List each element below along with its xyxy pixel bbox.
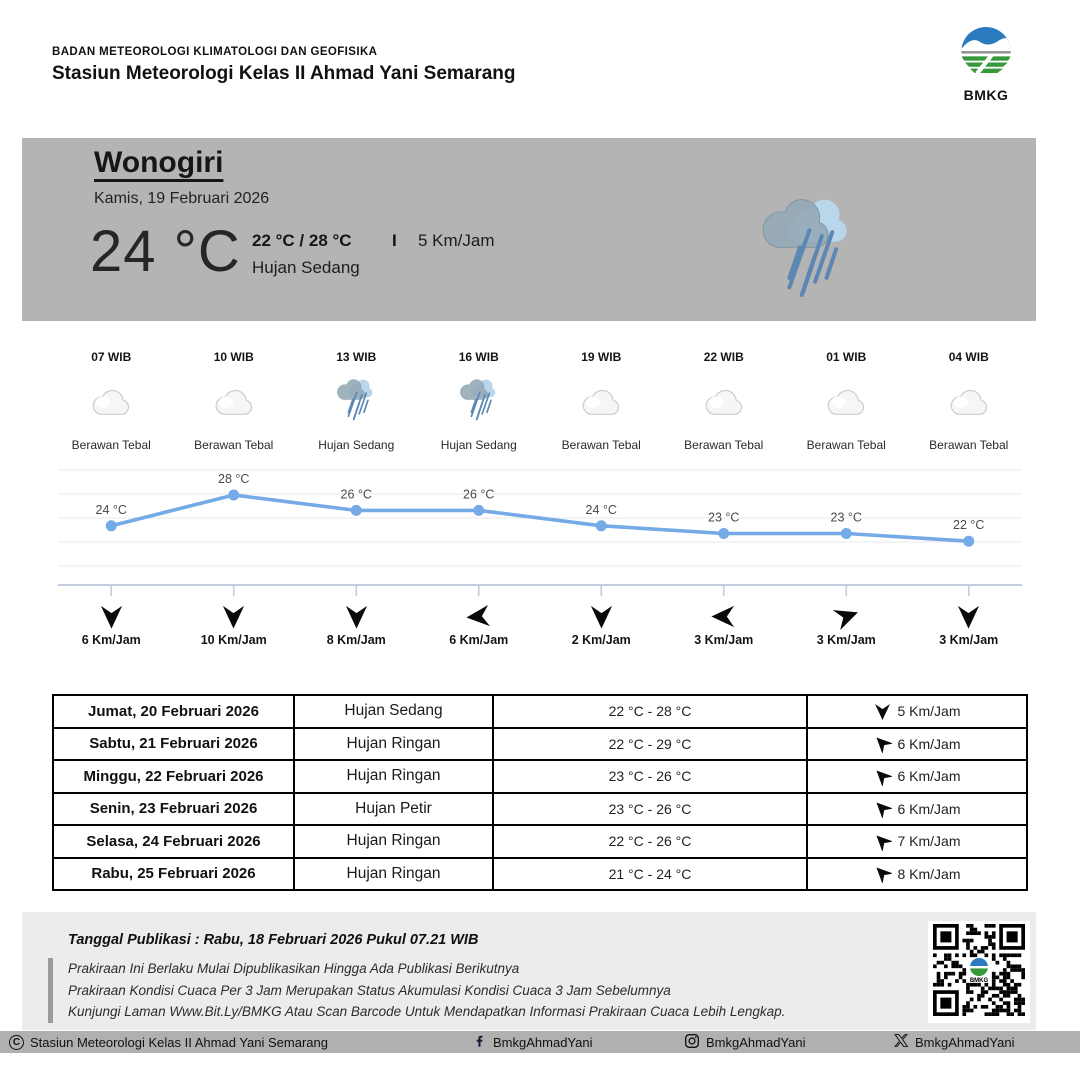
daily-wind-speed: 8 Km/Jam (897, 865, 961, 882)
current-card (22, 138, 1036, 321)
daily-condition: Hujan Sedang (295, 696, 494, 727)
daily-date: Senin, 23 Februari 2026 (54, 794, 295, 825)
daily-date: Jumat, 20 Februari 2026 (54, 696, 295, 727)
wind-cell (295, 598, 418, 647)
daily-temp-range: 21 °C - 24 °C (494, 859, 808, 890)
facebook-name: BmkgAhmadYani (493, 1034, 593, 1050)
wind-speed: 2 Km/Jam (571, 633, 631, 647)
wind-direction-icon (50, 598, 173, 630)
rain-icon (295, 376, 418, 428)
publication-date: Tanggal Publikasi : Rabu, 18 Februari 2026 Pukul 07.21 WIB (68, 932, 479, 948)
daily-temp-range: 23 °C - 26 °C (494, 761, 808, 792)
daily-wind-speed: 6 Km/Jam (897, 735, 961, 752)
wind-direction-icon (663, 598, 786, 630)
bmkg-logo (948, 26, 1024, 103)
header (52, 46, 516, 85)
daily-condition: Hujan Petir (295, 794, 494, 825)
hourly-cell (50, 350, 173, 452)
daily-wind-speed: 6 Km/Jam (897, 768, 961, 785)
wind-speed: 3 Km/Jam (816, 633, 876, 647)
hourly-forecast (50, 350, 1030, 452)
hourly-wind (50, 598, 1030, 647)
temperature-chart (50, 458, 1030, 598)
temp-range: 22 °C / 28 °C (252, 231, 352, 250)
table-row (54, 696, 1026, 729)
city-name: Wonogiri (94, 146, 224, 179)
hourly-time: 16 WIB (458, 350, 499, 364)
footer-note: Kunjungi Laman Www.Bit.Ly/BMKG Atau Scan Barcode Untuk Mendapatkan Informasi Prakiraan Cuaca Lebih Lengkap. (68, 1004, 786, 1020)
daily-condition: Hujan Ringan (295, 826, 494, 857)
separator: I (392, 231, 397, 250)
bmkg-logo-icon (957, 68, 1015, 85)
svg-text:23 °C: 23 °C (830, 510, 862, 525)
svg-text:22 °C: 22 °C (953, 518, 985, 533)
wind-direction-icon (295, 598, 418, 630)
hourly-condition: Berawan Tebal (806, 438, 886, 452)
footer (22, 912, 1036, 1030)
agency-name: BADAN METEOROLOGI KLIMATOLOGI DAN GEOFISIKA (52, 46, 378, 58)
hourly-time: 04 WIB (948, 350, 989, 364)
svg-text:26 °C: 26 °C (463, 487, 495, 502)
wind-speed: 6 Km/Jam (81, 633, 141, 647)
wind-cell (418, 598, 541, 647)
instagram-handle[interactable] (684, 1033, 894, 1052)
hourly-condition: Berawan Tebal (684, 438, 764, 452)
current-wind: 5 Km/Jam (418, 231, 495, 250)
wind-direction-icon (873, 832, 892, 851)
current-condition: Hujan Sedang (252, 258, 360, 277)
daily-wind (808, 859, 1026, 890)
daily-temp-range: 22 °C - 26 °C (494, 826, 808, 857)
daily-wind-speed: 7 Km/Jam (897, 833, 961, 850)
table-row (54, 826, 1026, 859)
svg-text:23 °C: 23 °C (708, 510, 740, 525)
current-temp: 24 °C (90, 219, 241, 284)
svg-text:24 °C: 24 °C (95, 502, 127, 517)
wind-speed: 8 Km/Jam (326, 633, 386, 647)
cloud-icon (663, 376, 786, 428)
wind-direction-icon (418, 598, 541, 630)
table-row (54, 729, 1026, 762)
hourly-condition: Berawan Tebal (561, 438, 641, 452)
wind-cell (540, 598, 663, 647)
x-icon (894, 1033, 909, 1051)
hourly-time: 01 WIB (826, 350, 867, 364)
hourly-cell (295, 350, 418, 452)
wind-speed: 6 Km/Jam (449, 633, 509, 647)
daily-temp-range: 23 °C - 26 °C (494, 794, 808, 825)
daily-condition: Hujan Ringan (295, 859, 494, 890)
qr-code (928, 921, 1030, 1023)
daily-date: Selasa, 24 Februari 2026 (54, 826, 295, 857)
current-detail (252, 231, 360, 278)
wind-direction-icon (873, 864, 892, 883)
current-date: Kamis, 19 Februari 2026 (94, 190, 270, 207)
daily-condition: Hujan Ringan (295, 761, 494, 792)
daily-date: Sabtu, 21 Februari 2026 (54, 729, 295, 760)
table-row (54, 794, 1026, 827)
hourly-cell (663, 350, 786, 452)
copyright-icon: C (9, 1035, 24, 1050)
daily-forecast-table (52, 694, 1028, 891)
daily-temp-range: 22 °C - 28 °C (494, 696, 808, 727)
daily-wind-speed: 6 Km/Jam (897, 800, 961, 817)
daily-wind (808, 729, 1026, 760)
hourly-condition: Hujan Sedang (440, 438, 517, 452)
wind-direction-icon (540, 598, 663, 630)
svg-text:26 °C: 26 °C (340, 487, 372, 502)
twitter-name: BmkgAhmadYani (915, 1034, 1015, 1050)
cloud-icon (50, 376, 173, 428)
wind-cell (50, 598, 173, 647)
wind-speed: 10 Km/Jam (200, 633, 267, 647)
wind-speed: 3 Km/Jam (939, 633, 999, 647)
svg-text:28 °C: 28 °C (218, 472, 250, 486)
cloud-icon (173, 376, 296, 428)
hourly-time: 22 WIB (703, 350, 744, 364)
wind-direction-icon (173, 598, 296, 630)
wind-cell (785, 598, 908, 647)
wind-direction-icon (908, 598, 1031, 630)
cloud-icon (785, 376, 908, 428)
hourly-condition: Hujan Sedang (318, 438, 395, 452)
hourly-cell (173, 350, 296, 452)
hourly-cell (540, 350, 663, 452)
hourly-time: 13 WIB (336, 350, 377, 364)
wind-cell (908, 598, 1031, 647)
wind-direction-icon (873, 767, 892, 786)
cloud-icon (540, 376, 663, 428)
wind-direction-icon (785, 598, 908, 630)
daily-wind (808, 826, 1026, 857)
social-bar (0, 1031, 1080, 1053)
cloud-icon (908, 376, 1031, 428)
bmkg-logo-label: BMKG (963, 87, 1009, 103)
hourly-time: 10 WIB (213, 350, 254, 364)
copyright-text: Stasiun Meteorologi Kelas II Ahmad Yani Semarang (30, 1034, 328, 1050)
footer-note: Prakiraan Ini Berlaku Mulai Dipublikasikan Hingga Ada Publikasi Berikutnya (68, 961, 520, 976)
footer-notes (48, 958, 785, 1023)
rain-icon (755, 196, 867, 316)
hourly-cell (908, 350, 1031, 452)
daily-wind (808, 794, 1026, 825)
daily-wind-speed: 5 Km/Jam (897, 703, 961, 720)
copyright (0, 1035, 472, 1050)
svg-text:24 °C: 24 °C (585, 502, 617, 517)
wind-direction-icon (873, 702, 892, 721)
wind-cell (173, 598, 296, 647)
station-title: Stasiun Meteorologi Kelas II Ahmad Yani Semarang (52, 63, 516, 84)
daily-date: Rabu, 25 Februari 2026 (54, 859, 295, 890)
daily-wind (808, 761, 1026, 792)
facebook-icon (472, 1033, 487, 1051)
svg-text:BMKG: BMKG (969, 977, 989, 984)
wind-speed: 3 Km/Jam (694, 633, 754, 647)
rain-icon (418, 376, 541, 428)
daily-date: Minggu, 22 Februari 2026 (54, 761, 295, 792)
hourly-condition: Berawan Tebal (71, 438, 151, 452)
daily-wind (808, 696, 1026, 727)
daily-temp-range: 22 °C - 29 °C (494, 729, 808, 760)
instagram-name: BmkgAhmadYani (706, 1034, 806, 1050)
instagram-icon (684, 1033, 700, 1052)
facebook-handle[interactable] (472, 1033, 684, 1051)
qr-code-icon (933, 924, 1025, 1021)
wind-direction-icon (873, 799, 892, 818)
footer-note: Prakiraan Kondisi Cuaca Per 3 Jam Merupakan Status Akumulasi Kondisi Cuaca 3 Jam Sebelumnya (68, 982, 671, 998)
hourly-cell (785, 350, 908, 452)
hourly-condition: Berawan Tebal (194, 438, 274, 452)
wind-cell (663, 598, 786, 647)
hourly-time: 07 WIB (91, 350, 132, 364)
daily-condition: Hujan Ringan (295, 729, 494, 760)
table-row (54, 761, 1026, 794)
table-row (54, 859, 1026, 890)
hourly-cell (418, 350, 541, 452)
hourly-condition: Berawan Tebal (929, 438, 1009, 452)
wind-direction-icon (873, 734, 892, 753)
twitter-handle[interactable] (894, 1033, 1080, 1051)
hourly-time: 19 WIB (581, 350, 622, 364)
